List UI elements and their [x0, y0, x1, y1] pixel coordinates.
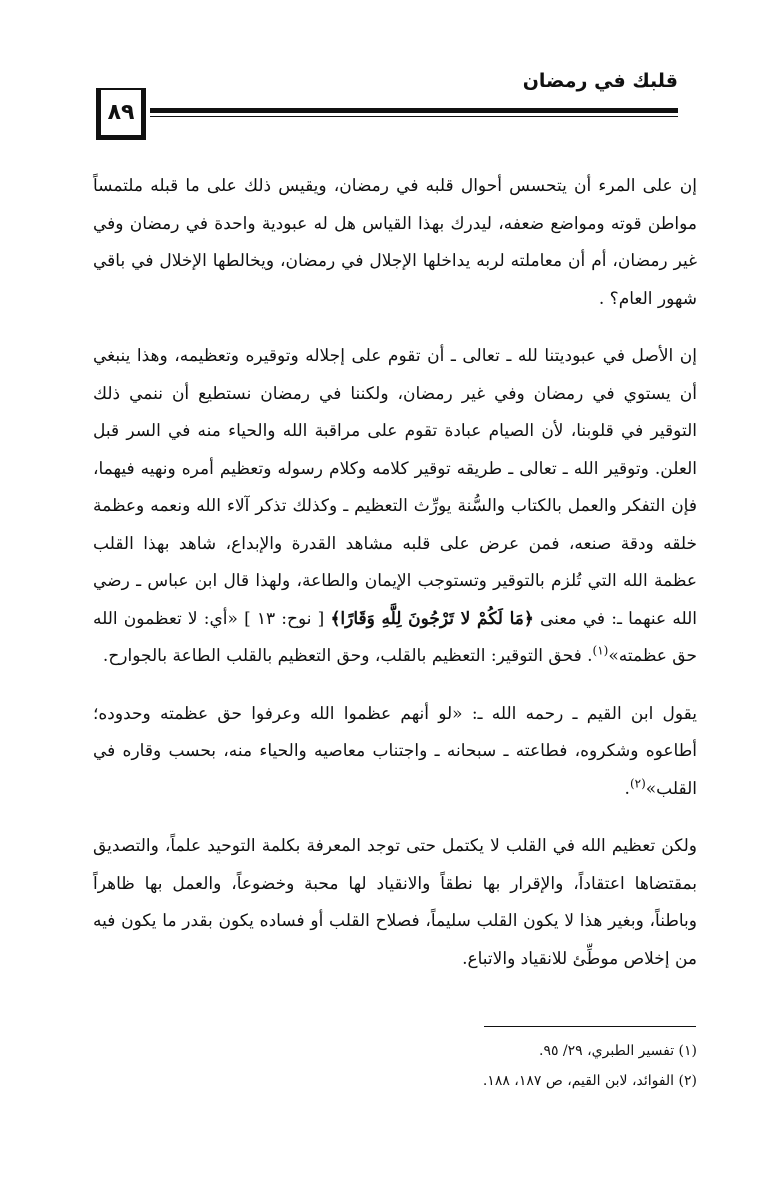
page-number: ٨٩ [96, 88, 146, 140]
paragraph-3-end: . [624, 778, 630, 799]
paragraph-2-text-a: إن الأصل في عبوديتنا لله ـ تعالى ـ أن تقوم على إجلاله وتوقيره وتعظيمه، وهذا ينبغي أن يستوي في رمضان وفي غير رمضان، ولكننا في رمضان نستطيع أن ننمي ذلك التوقير في قلوبنا، لأن الصيام عبادة تقوم على مراقبة الله والحياء منه في السر قبل العلن. وتوقير الله ـ تعالى ـ طريقه توقير كلامه وكلام رسوله وتعظيم أمره ونهيه فيهما، فإن التفكر والعمل بالكتاب والسُّنة يورِّث التعظيم ـ وكذلك تذكر آلاء الله ونعمه وعظمة خلقه ودقة صنعه، فمن عرض على قلبه مشاهد القدرة والإبداع، شاهد بهذا القلب عظمة الله التي تُلزم بالتوقير وتستوجب الإيمان والطاعة، ولهذا قال ابن عباس ـ رضي الله عنهما ـ: في معنى [93, 346, 697, 629]
header-rule-thick [150, 108, 678, 113]
paragraph-2-text-b: [ نوح: ١٣ ] «أي: لا تعظمون الله حق عظمته» [93, 608, 697, 666]
paragraph-4 [93, 828, 697, 978]
quran-verse: ﴿مَا لَكُمْ لا تَرْجُونَ لِلَّهِ وَقَارًا﴾ [330, 608, 534, 629]
paragraph-4-text: ولكن تعظيم الله في القلب لا يكتمل حتى توجد المعرفة بكلمة التوحيد علماً، والتصديق بمقتضاها اعتقاداً، والإقرار بها نطقاً والانقياد لها محبة وخضوعاً، والعمل بها ظاهراً وباطناً، وبغير هذا لا يكون القلب سليماً، فصلاح القلب أو فساده يكون بقدر ما يكون فيه من إخلاص موطِّئ للانقياد والاتباع. [93, 836, 697, 969]
paragraph-3 [93, 696, 697, 809]
paragraph-1-text: إن على المرء أن يتحسس أحوال قلبه في رمضان، ويقيس ذلك على ما قبله ملتمساً مواطن قوته ومواضع ضعفه، ليدرك بهذا القياس هل له عبودية واحدة في رمضان وفي غير رمضان، أم أن معاملته لربه يداخلها الإجلال في رمضان، ويخالطها الإخلال في باقي شهور العام؟ . [93, 176, 697, 309]
body-text [93, 168, 697, 998]
header-rule-thin [150, 116, 678, 117]
paragraph-2 [93, 338, 697, 676]
paragraph-1 [93, 168, 697, 318]
footnote-1: (١) تفسير الطبري، ٢٩/ ٩٥. [538, 1043, 697, 1059]
footnote-separator [484, 1026, 696, 1027]
footnotes [93, 1036, 697, 1096]
running-title: قلبك في رمضان [522, 70, 678, 92]
footnote-ref-1: (١) [592, 643, 609, 658]
footnote-2: (٢) الفوائد، لابن القيم، ص ١٨٧، ١٨٨. [482, 1073, 697, 1089]
footnote-ref-2: (٢) [629, 775, 646, 790]
paragraph-2-text-c: . فحق التوقير: التعظيم بالقلب، وحق التعظيم بالقلب الطاعة بالجوارح. [102, 646, 593, 666]
paragraph-3-text: يقول ابن القيم ـ رحمه الله ـ: «لو أنهم عظموا الله وعرفوا حق عظمته وحدوده؛ أطاعوه وشكروه، فطاعته ـ سبحانه ـ واجتناب معاصيه والحياء منه، بحسب وقاره في القلب» [93, 703, 697, 799]
